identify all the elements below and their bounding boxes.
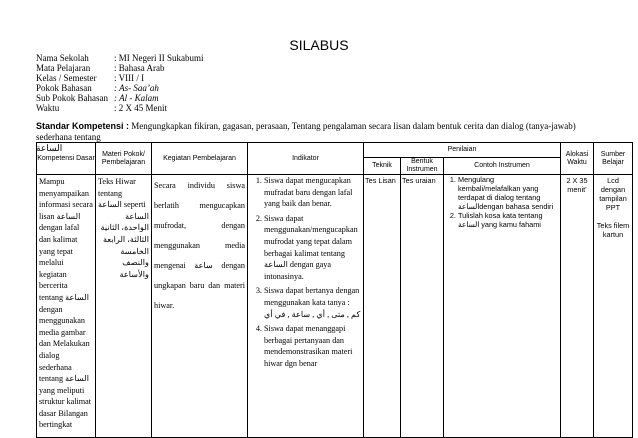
materi-seperti: seperti xyxy=(123,200,146,210)
cell-kegiatan xyxy=(152,175,248,438)
indikator-item: 2. Siswa dapat menggunakan/mengucapkan mufrodat yang tepat dalam berbagai kalimat tentang الساعة dengan gaya intonasinya. xyxy=(264,213,361,283)
header-contoh: Contoh Instrumen xyxy=(444,158,561,175)
kompetensi-ar3: الساعة xyxy=(65,374,89,384)
header-teknik: Teknik xyxy=(364,158,401,175)
header-kompetensi: Kompetensi Dasar xyxy=(37,143,96,175)
sumber-value xyxy=(594,175,632,240)
kompetensi-a: Mampu menyampaikan informasi secara lisan xyxy=(39,177,93,221)
kompetensi-d: yang meliputi struktur kalimat dasar Bilangan bertingkat xyxy=(39,385,92,430)
meta-label: Kelas / Semester xyxy=(36,73,97,83)
sumber-a: Lcd dengan tampilan PPT xyxy=(599,176,627,212)
meta-label: Waktu xyxy=(36,103,60,113)
standar-arabic: الساعة xyxy=(36,143,63,153)
header-kegiatan: Kegiatan Pembelajaran xyxy=(152,143,248,175)
header-materi: Materi Pokok/ Pembelajaran xyxy=(96,143,152,175)
meta-row xyxy=(36,93,203,103)
meta-row xyxy=(36,103,203,113)
meta-label: Sub Pokok Bahasan xyxy=(36,93,108,103)
materi-intro: Teks Hiwar tentang xyxy=(98,177,136,198)
indikator-item: 1. Siswa dapat mengucapkan mufradat baru dengan lafal yang baik dan benar. xyxy=(264,175,361,210)
kompetensi-c: dengan menggunakan media gambar dan Melakukan dialog sederhana tentang xyxy=(39,304,90,384)
header-penilaian: Penilaian xyxy=(364,143,561,158)
meta-row xyxy=(36,73,203,83)
meta-label: Nama Sekolah xyxy=(36,53,89,63)
standar-label: Standar Kompetensi : xyxy=(36,121,130,131)
cell-kompetensi xyxy=(37,175,96,438)
cell-bentuk xyxy=(401,175,444,438)
kompetensi-b: dengan lafal dan kalimat yang tepat melalui kegiatan bercerita tentang xyxy=(39,223,80,302)
sumber-b: Teks filem kartun xyxy=(596,221,630,239)
materi-text xyxy=(96,175,151,281)
meta-value: : Bahasa Arab xyxy=(114,63,165,73)
meta-value: : 2 X 45 Menit xyxy=(114,103,167,113)
alokasi-value: 2 X 35 menit’ xyxy=(566,176,588,194)
cell-alokasi xyxy=(561,175,594,438)
kegiatan-text xyxy=(152,175,247,317)
meta-value: : VIII / I xyxy=(114,73,145,83)
standar-text: Mengungkapkan fikiran, gagasan, perasaan, Tentang pengalaman secara lisan dalam bentuk cerita dan dialog (tanya-jawab) sederhana tentang xyxy=(36,121,576,142)
header-sumber: Sumber Belajar xyxy=(594,143,633,175)
page-title: SILABUS xyxy=(289,37,349,53)
kompetensi-text xyxy=(37,175,95,432)
meta-block xyxy=(36,53,203,113)
cell-teknik xyxy=(364,175,401,438)
meta-value: : MI Negeri II Sukabumi xyxy=(114,53,204,63)
header-bentuk: Bentuk Instrumen xyxy=(401,158,444,175)
bentuk-value: Tes uraian xyxy=(402,176,436,185)
kegiatan-a: Secara individu siswa berlatih mengucapkan mufrodat, dengan menggunakan media mengenai xyxy=(154,181,245,270)
meta-value: : As- Saa’ah xyxy=(114,83,159,93)
materi-arabic-list: الساعة الواحدة، الثانية الثالثة، الرابعة الخامسة والنصف والأساعة xyxy=(100,211,149,279)
kegiatan-ar: ساعة xyxy=(194,261,213,270)
indikator-item: 4. Siswa dapat menanggapi berbagai pertanyaan dan mendemonstrasikan materi hiwar dgn benar xyxy=(264,323,361,369)
cell-materi xyxy=(96,175,152,438)
contoh-item: 1. Mengulang kembali/melafalkan yang terdapat di dialog tentang الساعةdengan bahasa sendiri xyxy=(458,175,558,211)
teknik-value: Tes Lisan xyxy=(365,176,396,185)
header-indikator: Indikator xyxy=(248,143,364,175)
indikator-list xyxy=(248,175,363,370)
meta-label: Pokok Bahasan xyxy=(36,83,92,93)
silabus-table xyxy=(36,142,633,438)
kompetensi-ar1: الساعة xyxy=(56,211,81,221)
cell-contoh xyxy=(444,175,561,438)
contoh-list xyxy=(444,175,560,229)
header-alokasi: Alokasi Waktu xyxy=(561,143,594,175)
cell-indikator xyxy=(248,175,364,438)
kompetensi-ar2: الساعة xyxy=(65,292,89,302)
meta-value: : Al - Kalam xyxy=(114,93,159,103)
kegiatan-b: dengan ungkapan baru dan materi hiwar. xyxy=(154,261,245,310)
cell-sumber xyxy=(594,175,633,438)
meta-label: Mata Pelajaran xyxy=(36,63,91,73)
contoh-item: 2. Tulislah kosa kata tentang الساعة yang kamu fahami xyxy=(458,211,558,229)
materi-ar-intro: الساعة xyxy=(98,200,122,210)
meta-row xyxy=(36,83,203,93)
meta-row xyxy=(36,63,203,73)
indikator-item: 3. Siswa dapat bertanya dengan menggunakan kata tanya : كم , متى , أي , ساعة , في أي xyxy=(264,285,361,320)
meta-row xyxy=(36,53,203,63)
